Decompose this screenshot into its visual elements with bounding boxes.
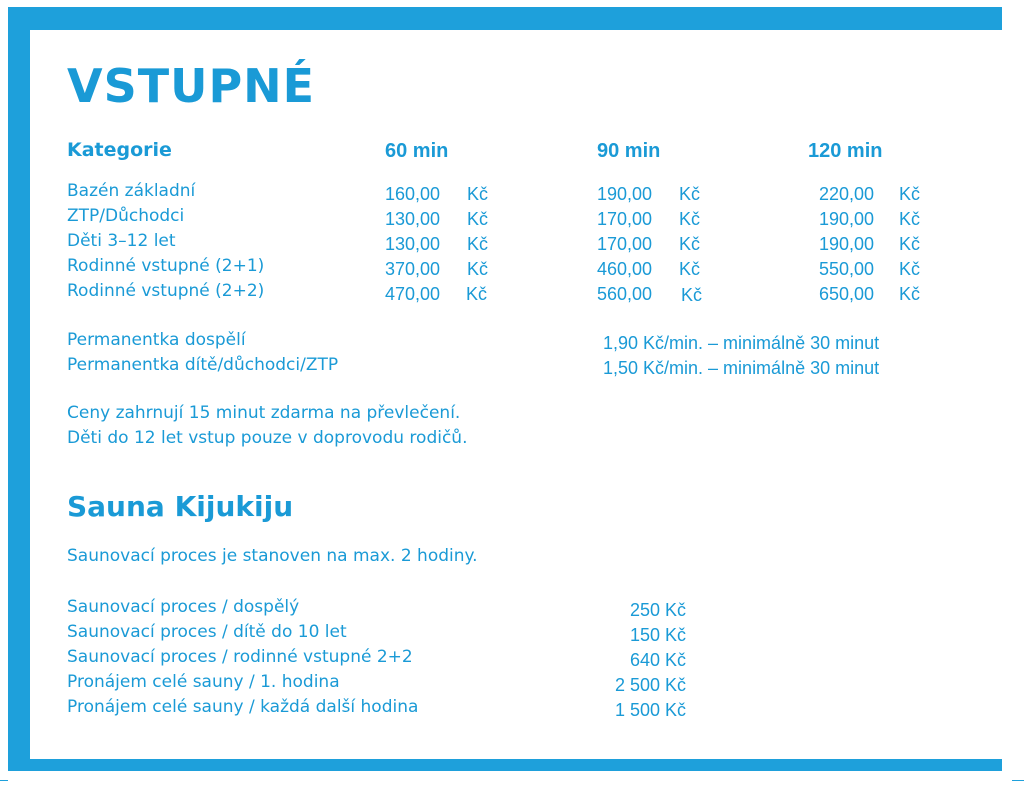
crop-mark	[0, 780, 8, 781]
sauna-item-name: Pronájem celé sauny / každá další hodina	[67, 697, 419, 717]
sauna-item-name: Saunovací proces / rodinné vstupné 2+2	[67, 647, 413, 667]
price-90: 170,00	[597, 209, 653, 229]
price-90: 460,00	[597, 259, 653, 279]
currency-60: Kč	[466, 284, 488, 304]
row-name: ZTP/Důchodci	[67, 206, 185, 226]
note-line: Ceny zahrnují 15 minut zdarma na převlečení.	[67, 403, 461, 423]
currency-120: Kč	[899, 209, 921, 229]
currency-90: Kč	[681, 285, 703, 305]
currency-90: Kč	[679, 234, 701, 254]
currency-60: Kč	[467, 184, 489, 204]
sauna-item-price: 2 500 Kč	[614, 675, 686, 695]
currency-120: Kč	[899, 234, 921, 254]
currency-60: Kč	[467, 234, 489, 254]
pass-name: Permanentka dospělí	[67, 330, 246, 350]
sauna-item-price: 250 Kč	[629, 600, 686, 620]
sauna-item-price: 1 500 Kč	[614, 700, 686, 720]
sauna-item-name: Pronájem celé sauny / 1. hodina	[67, 672, 340, 692]
row-name: Rodinné vstupné (2+1)	[67, 256, 265, 276]
sauna-item-price: 150 Kč	[629, 625, 686, 645]
row-name: Děti 3–12 let	[67, 231, 176, 251]
currency-120: Kč	[899, 284, 921, 304]
header-120min: 120 min	[808, 140, 883, 162]
price-90: 170,00	[597, 234, 653, 254]
header-90min: 90 min	[597, 140, 661, 162]
currency-90: Kč	[679, 259, 701, 279]
row-name: Bazén základní	[67, 181, 196, 201]
price-90: 190,00	[597, 184, 653, 204]
pass-name: Permanentka dítě/důchodci/ZTP	[67, 355, 339, 375]
price-120: 190,00	[819, 234, 875, 254]
currency-60: Kč	[467, 209, 489, 229]
price-120: 220,00	[819, 184, 875, 204]
price-120: 650,00	[819, 284, 875, 304]
price-60: 470,00	[385, 284, 441, 304]
pass-price: 1,90 Kč/min. – minimálně 30 minut	[603, 333, 880, 353]
price-120: 550,00	[819, 259, 875, 279]
price-60: 130,00	[385, 234, 441, 254]
price-60: 130,00	[385, 209, 441, 229]
price-120: 190,00	[819, 209, 875, 229]
currency-90: Kč	[679, 184, 701, 204]
currency-90: Kč	[679, 209, 701, 229]
sauna-item-name: Saunovací proces / dítě do 10 let	[67, 622, 347, 642]
sauna-title: Sauna Kijukiju	[67, 490, 294, 523]
sauna-item-price: 640 Kč	[629, 650, 686, 670]
price-60: 370,00	[385, 259, 441, 279]
currency-120: Kč	[899, 259, 921, 279]
currency-120: Kč	[899, 184, 921, 204]
sauna-info: Saunovací proces je stanoven na max. 2 hodiny.	[67, 546, 478, 566]
price-90: 560,00	[597, 284, 653, 304]
page-title: VSTUPNÉ	[67, 59, 316, 113]
row-name: Rodinné vstupné (2+2)	[67, 281, 265, 301]
note-line: Děti do 12 let vstup pouze v doprovodu rodičů.	[67, 428, 468, 448]
sauna-item-name: Saunovací proces / dospělý	[67, 597, 300, 617]
price-60: 160,00	[385, 184, 441, 204]
header-60min: 60 min	[385, 140, 449, 162]
header-category: Kategorie	[67, 139, 172, 161]
currency-60: Kč	[467, 259, 489, 279]
crop-mark	[1012, 780, 1024, 781]
pass-price: 1,50 Kč/min. – minimálně 30 minut	[603, 358, 880, 378]
